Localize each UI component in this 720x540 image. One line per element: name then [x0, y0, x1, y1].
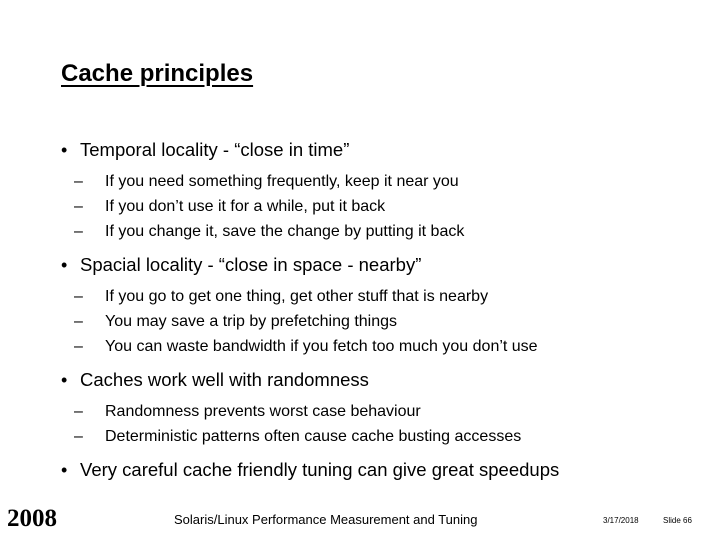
dash-icon: – [74, 403, 83, 420]
sub-bullet-list [61, 399, 701, 449]
bullet-dot-icon: • [61, 460, 68, 480]
bullet-item [61, 458, 701, 482]
dash-icon: – [74, 338, 83, 355]
bullet-item [61, 368, 701, 449]
dash-icon: – [74, 173, 83, 190]
bullet-dot-icon: • [61, 255, 68, 275]
sub-bullet-list [61, 169, 701, 244]
dash-icon: – [74, 313, 83, 330]
slide-title: Cache principles [61, 60, 254, 87]
sub-bullet-text: If you go to get one thing, get other stuff that is nearby [105, 288, 489, 305]
sub-bullet-text: Randomness prevents worst case behaviour [105, 403, 421, 420]
bullet-item [61, 138, 701, 244]
sub-bullet-text: If you don’t use it for a while, put it back [105, 198, 386, 215]
bullet-dot-icon: • [61, 140, 68, 160]
sub-bullet-list [61, 284, 701, 359]
sub-bullet-text: You can waste bandwidth if you fetch too much you don’t use [105, 338, 538, 355]
sub-bullet-text: You may save a trip by prefetching things [105, 313, 398, 330]
bullet-dot-icon: • [61, 370, 68, 390]
sub-bullet-text: If you change it, save the change by putting it back [105, 223, 465, 240]
dash-icon: – [74, 198, 83, 215]
bullet-text: Temporal locality - “close in time” [80, 139, 350, 160]
bullet-item [61, 253, 701, 359]
footer-date: 3/17/2018 [603, 516, 639, 525]
sub-bullet-text: Deterministic patterns often cause cache busting accesses [105, 428, 522, 445]
dash-icon: – [74, 223, 83, 240]
footer-year: 2008 [7, 505, 57, 532]
dash-icon: – [74, 288, 83, 305]
bullet-list [61, 138, 701, 482]
bullet-text: Very careful cache friendly tuning can give great speedups [80, 459, 560, 480]
dash-icon: – [74, 428, 83, 445]
bullet-text: Spacial locality - “close in space - nearby” [80, 254, 422, 275]
sub-bullet-text: If you need something frequently, keep it near you [105, 173, 459, 190]
footer-title: Solaris/Linux Performance Measurement and Tuning [174, 512, 478, 527]
slide-number: Slide 66 [663, 516, 692, 525]
bullet-text: Caches work well with randomness [80, 369, 369, 390]
